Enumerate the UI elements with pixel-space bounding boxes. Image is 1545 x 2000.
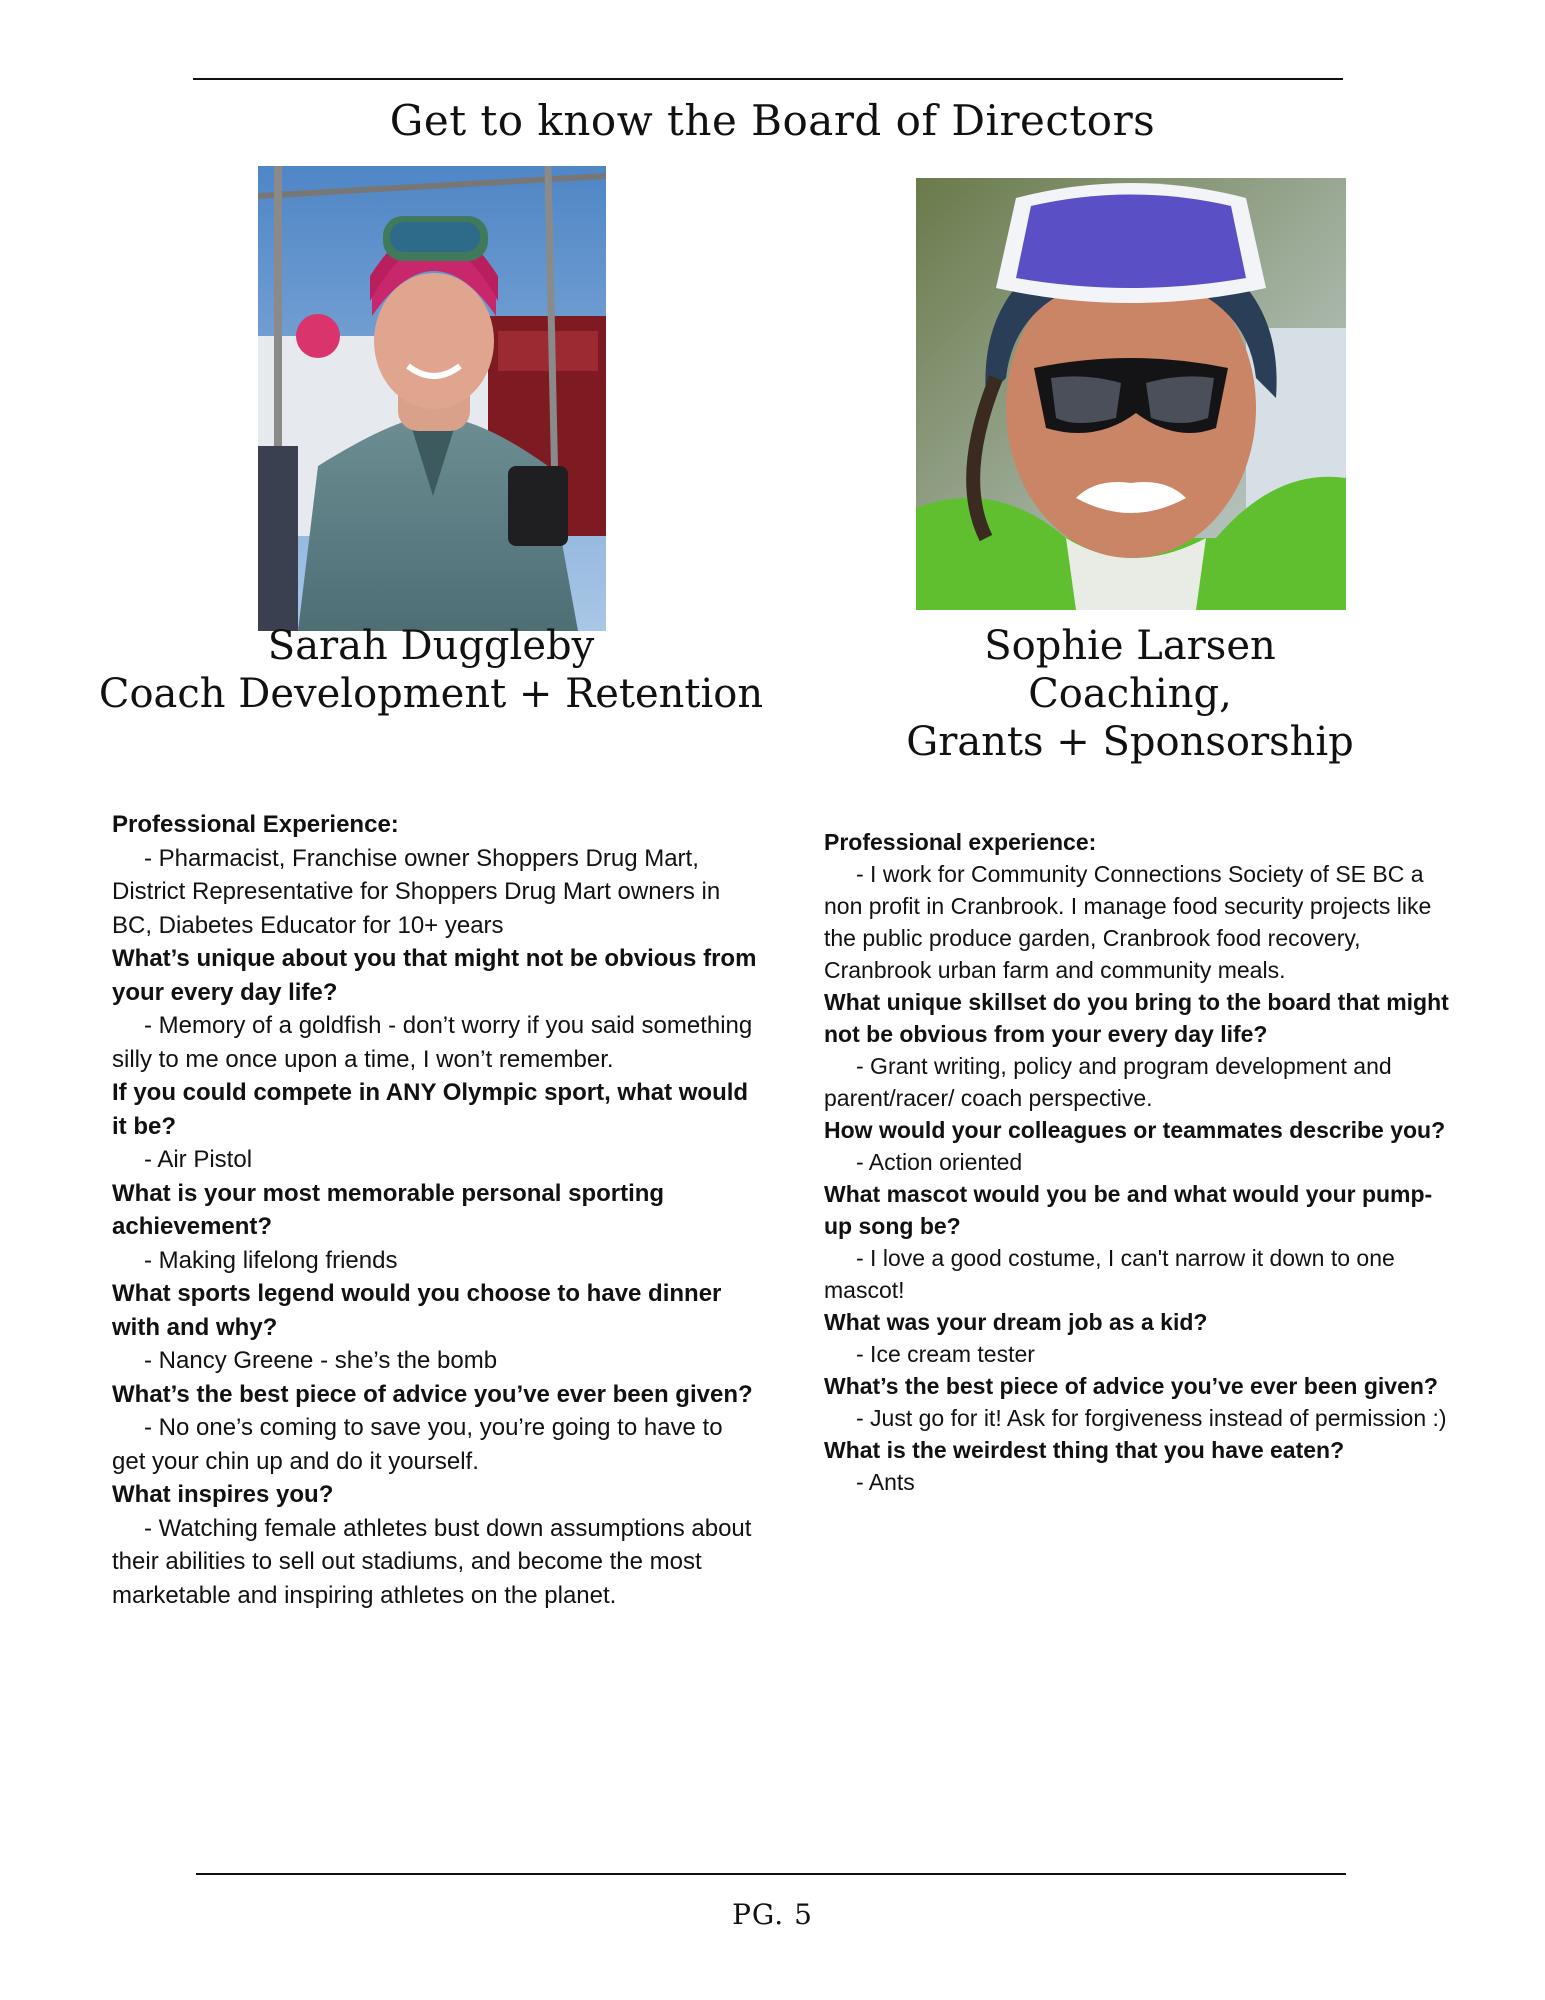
question: If you could compete in ANY Olympic sport, what would it be?	[112, 1079, 749, 1140]
question: What unique skillset do you bring to the board that might not be obvious from your every day life?	[824, 989, 1449, 1047]
question: What is the weirdest thing that you have eaten?	[824, 1437, 1345, 1463]
left-person-heading	[98, 622, 764, 718]
page-title: Get to know the Board of Directors	[389, 96, 1156, 145]
sarah-duggleby-photo	[258, 166, 606, 631]
answer: - Ice cream tester	[856, 1341, 1035, 1367]
answer: - Memory of a goldfish - don’t worry if you said something silly to me once upon a time, I won’t remember.	[112, 1012, 753, 1073]
question: What inspires you?	[112, 1481, 334, 1508]
answer: - Nancy Greene - she’s the bomb	[144, 1347, 498, 1374]
right-person-role-line-2: Grants + Sponsorship	[906, 719, 1354, 765]
answer: - I love a good costume, I can't narrow it down to one mascot!	[824, 1245, 1395, 1303]
question: What was your dream job as a kid?	[824, 1309, 1208, 1335]
answer: - No one’s coming to save you, you’re going to have to get your chin up and do it yourself.	[112, 1414, 723, 1475]
page-number: PG. 5	[732, 1898, 813, 1931]
answer: - I work for Community Connections Society of SE BC a non profit in Cranbrook. I manage food security projects like the public produce garden, Cranbrook food recovery, Cranbrook urban farm and community meals.	[824, 861, 1432, 983]
right-person-heading	[880, 622, 1380, 766]
question: Professional experience:	[824, 829, 1097, 855]
question: What’s the best piece of advice you’ve ever been given?	[824, 1373, 1438, 1399]
question: What sports legend would you choose to have dinner with and why?	[112, 1280, 722, 1341]
question: How would your colleagues or teammates describe you?	[824, 1117, 1446, 1143]
question: What mascot would you be and what would your pump-up song be?	[824, 1181, 1433, 1239]
top-divider	[193, 78, 1343, 80]
answer: - Action oriented	[856, 1149, 1023, 1175]
bottom-divider	[196, 1873, 1346, 1875]
left-person-role: Coach Development + Retention	[98, 671, 764, 717]
right-person-name: Sophie Larsen	[984, 623, 1276, 669]
question: What’s unique about you that might not be obvious from your every day life?	[112, 945, 757, 1006]
question: Professional Experience:	[112, 811, 399, 838]
right-person-role-line-1: Coaching,	[1028, 671, 1232, 717]
answer: - Pharmacist, Franchise owner Shoppers Drug Mart, District Representative for Shoppers Drug Mart owners in BC, Diabetes Educator for 10+ years	[112, 844, 721, 939]
answer: - Making lifelong friends	[144, 1246, 398, 1274]
sophie-larsen-photo	[916, 178, 1346, 610]
answer: - Ants	[856, 1469, 915, 1495]
left-person-name: Sarah Duggleby	[267, 623, 595, 669]
answer: - Watching female athletes bust down assumptions about their abilities to sell out stadiums, and become the most marketable and inspiring athletes on the planet.	[112, 1514, 752, 1609]
right-qa-section	[824, 826, 1449, 1498]
answer: - Grant writing, policy and program development and parent/racer/ coach perspective.	[824, 1053, 1392, 1111]
question: What is your most memorable personal sporting achievement?	[112, 1179, 665, 1240]
left-qa-section	[112, 808, 762, 1612]
answer: - Air Pistol	[144, 1146, 253, 1173]
answer: - Just go for it! Ask for forgiveness instead of permission :)	[856, 1405, 1447, 1431]
question: What’s the best piece of advice you’ve ever been given?	[112, 1380, 753, 1408]
